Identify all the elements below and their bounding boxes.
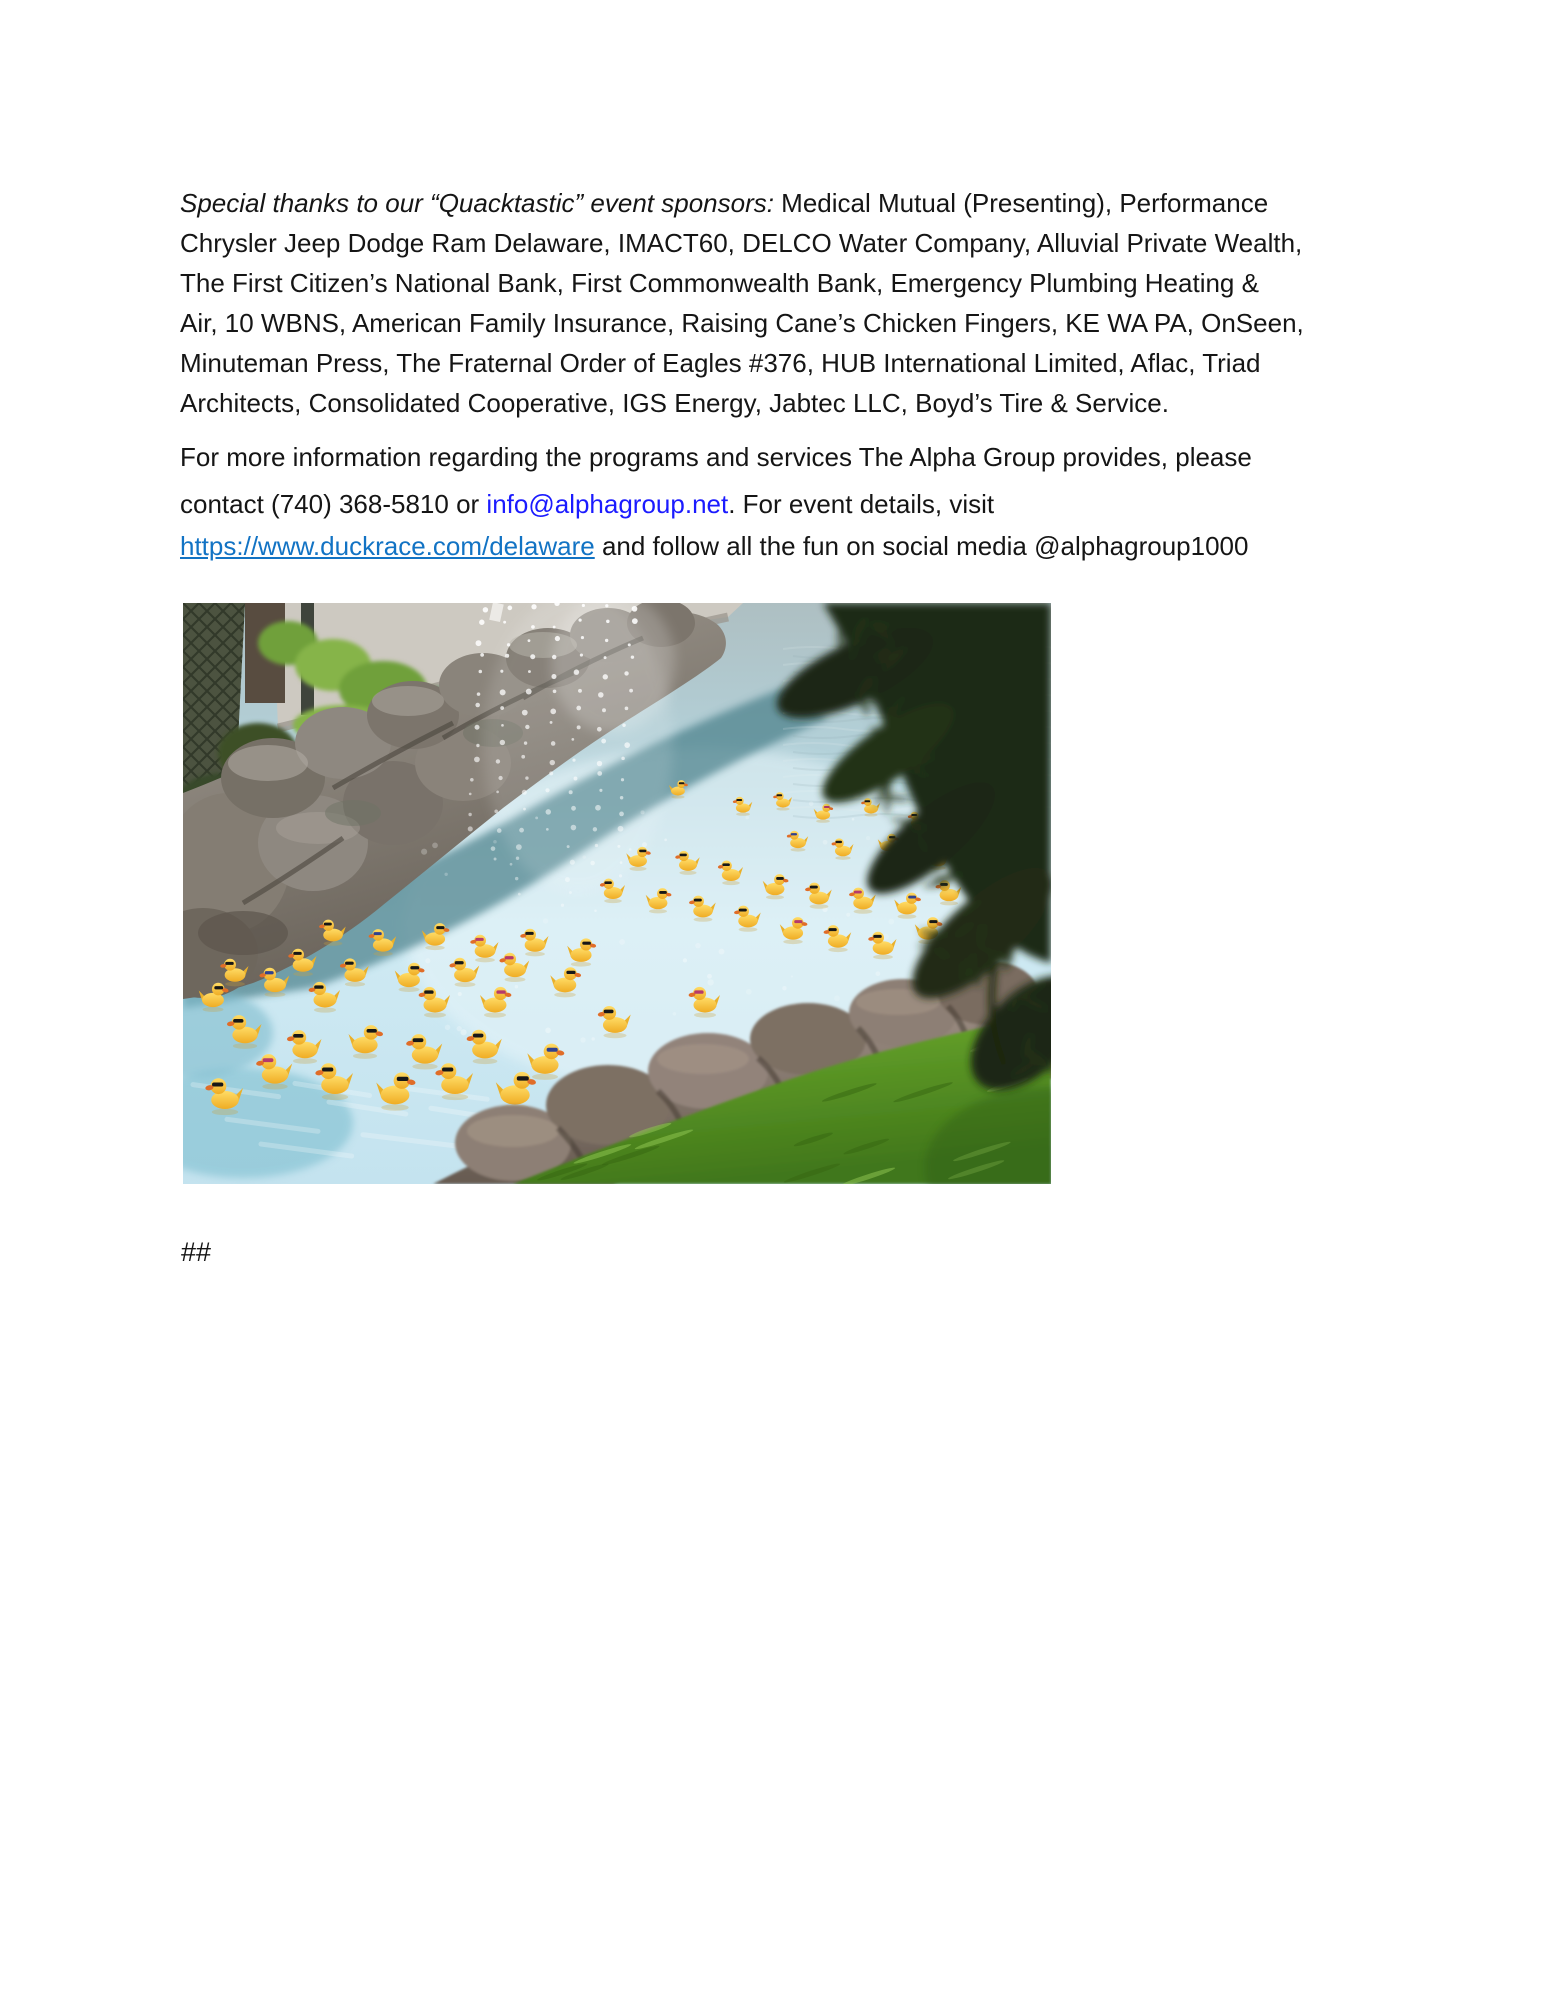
sponsors-line-1 — [180, 183, 1375, 223]
end-mark: ## — [181, 1237, 212, 1267]
sponsors-line-3: The First Citizen’s National Bank, First Commonwealth Bank, Emergency Plumbing Heating & — [180, 268, 1259, 298]
sponsors-line-6: Architects, Consolidated Cooperative, IGS Energy, Jabtec LLC, Boyd’s Tire & Service. — [180, 388, 1169, 418]
contact-line-3 — [180, 525, 1375, 567]
contact-line-2 — [180, 483, 1375, 525]
sponsors-line-5: Minuteman Press, The Fraternal Order of Eagles #376, HUB International Limited, Aflac, Triad — [180, 348, 1261, 378]
sponsors-line-2: Chrysler Jeep Dodge Ram Delaware, IMACT60, DELCO Water Company, Alluvial Private Wealth, — [180, 228, 1303, 258]
sponsors-lead-italic: Special thanks to our “Quacktastic” event sponsors: — [180, 188, 774, 218]
contact-line-3-post: and follow all the fun on social media @alphagroup1000 — [594, 531, 1249, 561]
contact-line-1: For more information regarding the programs and services The Alpha Group provides, please — [180, 442, 1252, 472]
paragraph-sponsors — [180, 183, 1375, 423]
paragraph-contact — [180, 436, 1375, 567]
email-link[interactable]: info@alphagroup.net — [486, 489, 729, 519]
contact-line-2-post: . For event details, visit — [728, 489, 995, 519]
sponsors-line-4: Air, 10 WBNS, American Family Insurance, Raising Cane’s Chicken Fingers, KE WA PA, OnSeen, — [180, 308, 1304, 338]
sponsors-line-1-rest: Medical Mutual (Presenting), Performance — [773, 188, 1269, 218]
event-photo — [183, 603, 1051, 1184]
duckrace-link[interactable]: https://www.duckrace.com/delaware — [180, 531, 595, 561]
contact-line-2-pre: contact (740) 368-5810 or — [180, 489, 487, 519]
duck-race-photo-illustration — [183, 603, 1051, 1184]
